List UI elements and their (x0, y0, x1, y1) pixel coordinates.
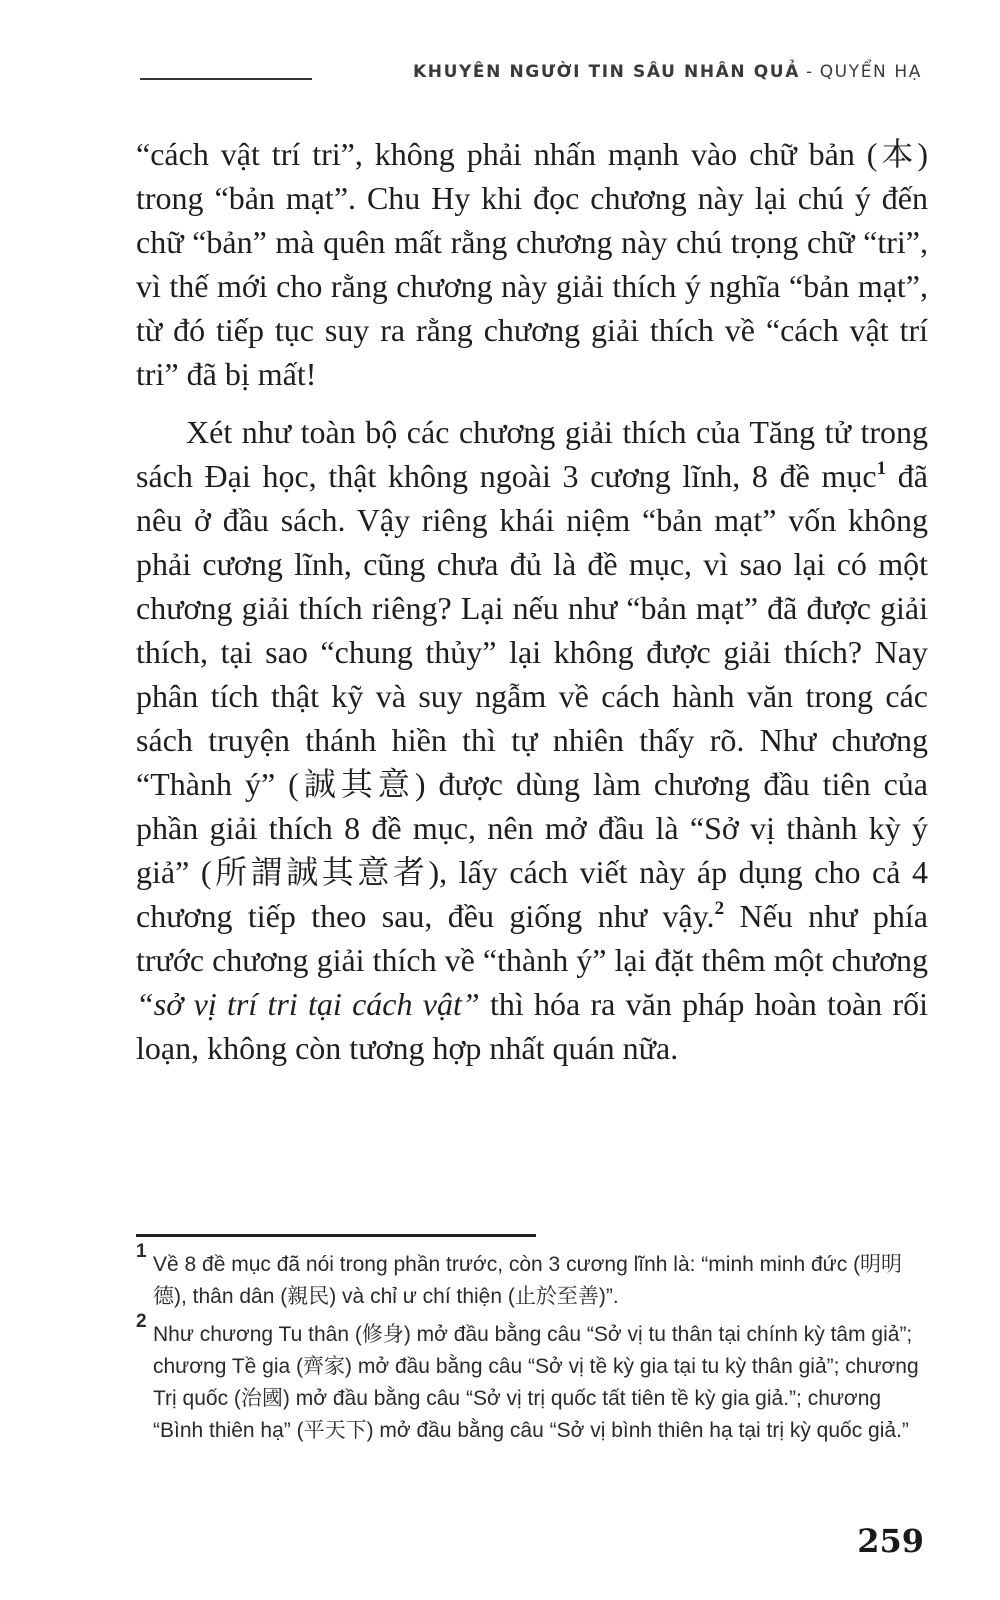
footnote-text: Về 8 đề mục đã nói trong phần trước, còn 3 cương lĩnh là: “minh minh đức (明明德), thân dân (親民) và chỉ ư chí thiện (止於至善)”. (153, 1253, 903, 1308)
header-book-title: KHUYÊN NGƯỜI TIN SÂU NHÂN QUẢ (412, 62, 800, 82)
paragraph-2-part-d: thì hóa ra văn pháp hoàn toàn rối loạn, không còn tương hợp nhất quán nữa. (136, 986, 928, 1066)
footnote-number: 2 (136, 1311, 147, 1332)
paragraph-2-part-a: Xét như toàn bộ các chương giải thích của Tăng tử trong sách Đại học, thật không ngoài 3 cương lĩnh, 8 đề mục (136, 414, 928, 494)
footnote-number: 1 (136, 1241, 147, 1262)
paragraph-2-italic-quote: “sở vị trí tri tại cách vật” (136, 986, 480, 1022)
footnote-ref-1: 1 (876, 458, 887, 479)
header-title (413, 62, 922, 82)
paragraph-1: “cách vật trí tri”, không phải nhấn mạnh vào chữ bản (本) trong “bản mạt”. Chu Hy khi đọc chương này lại chú ý đến chữ “bản” mà quên mất rằng chương này chú trọng chữ “tri”, vì thế mới cho rằng chương này giải thích ý nghĩa “bản mạt”, từ đó tiếp tục suy ra rằng chương giải thích về “cách vật trí tri” đã bị mất! (136, 136, 928, 392)
paragraph-2 (136, 410, 928, 1070)
main-text (136, 132, 928, 1070)
footnote-ref-2: 2 (714, 898, 725, 919)
footnote-1 (136, 1241, 931, 1313)
page-number: 259 (857, 1522, 924, 1560)
paragraph-2-part-c: Nếu như phía trước chương giải thích về “thành ý” lại đặt thêm một chương (136, 898, 929, 978)
paragraph-2-part-b: đã nêu ở đầu sách. Vậy riêng khái niệm “bản mạt” vốn không phải cương lĩnh, cũng chưa đủ là đề mục, vì sao lại có một chương giải thích riêng? Lại nếu như “bản mạt” đã được giải thích, tại sao “chung thủy” lại không được giải thích? Nay phân tích thật kỹ và suy ngẫm về cách hành văn trong các sách truyện thánh hiền thì tự nhiên thấy rõ. Như chương “Thành ý” (誠其意) được dùng làm chương đầu tiên của phần giải thích 8 đề mục, nên mở đầu là “Sở vị thành kỳ ý giả” (所謂誠其意者), lấy cách viết này áp dụng cho cả 4 chương tiếp theo sau, đều giống như vậy. (136, 458, 929, 934)
header-separator: - (805, 62, 814, 82)
footnote-text: Như chương Tu thân (修身) mở đầu bằng câu “Sở vị tu thân tại chính kỳ tâm giả”; chương Tề gia (齊家) mở đầu bằng câu “Sở vị tề kỳ gia tại tu kỳ thân giả”; chương Trị quốc (治國) mở đầu bằng câu “Sở vị trị quốc tất tiên tề kỳ gia giả.”; chương “Bình thiên hạ” (平天下) mở đầu bằng câu “Sở vị bình thiên hạ tại trị kỳ quốc giả.” (153, 1323, 919, 1442)
header-rule (140, 78, 312, 80)
header-volume: QUYỂN HẠ (819, 62, 922, 82)
footnote-2 (136, 1311, 931, 1447)
running-header (0, 58, 1000, 88)
footnotes (136, 1241, 931, 1447)
footnote-rule (136, 1234, 536, 1237)
